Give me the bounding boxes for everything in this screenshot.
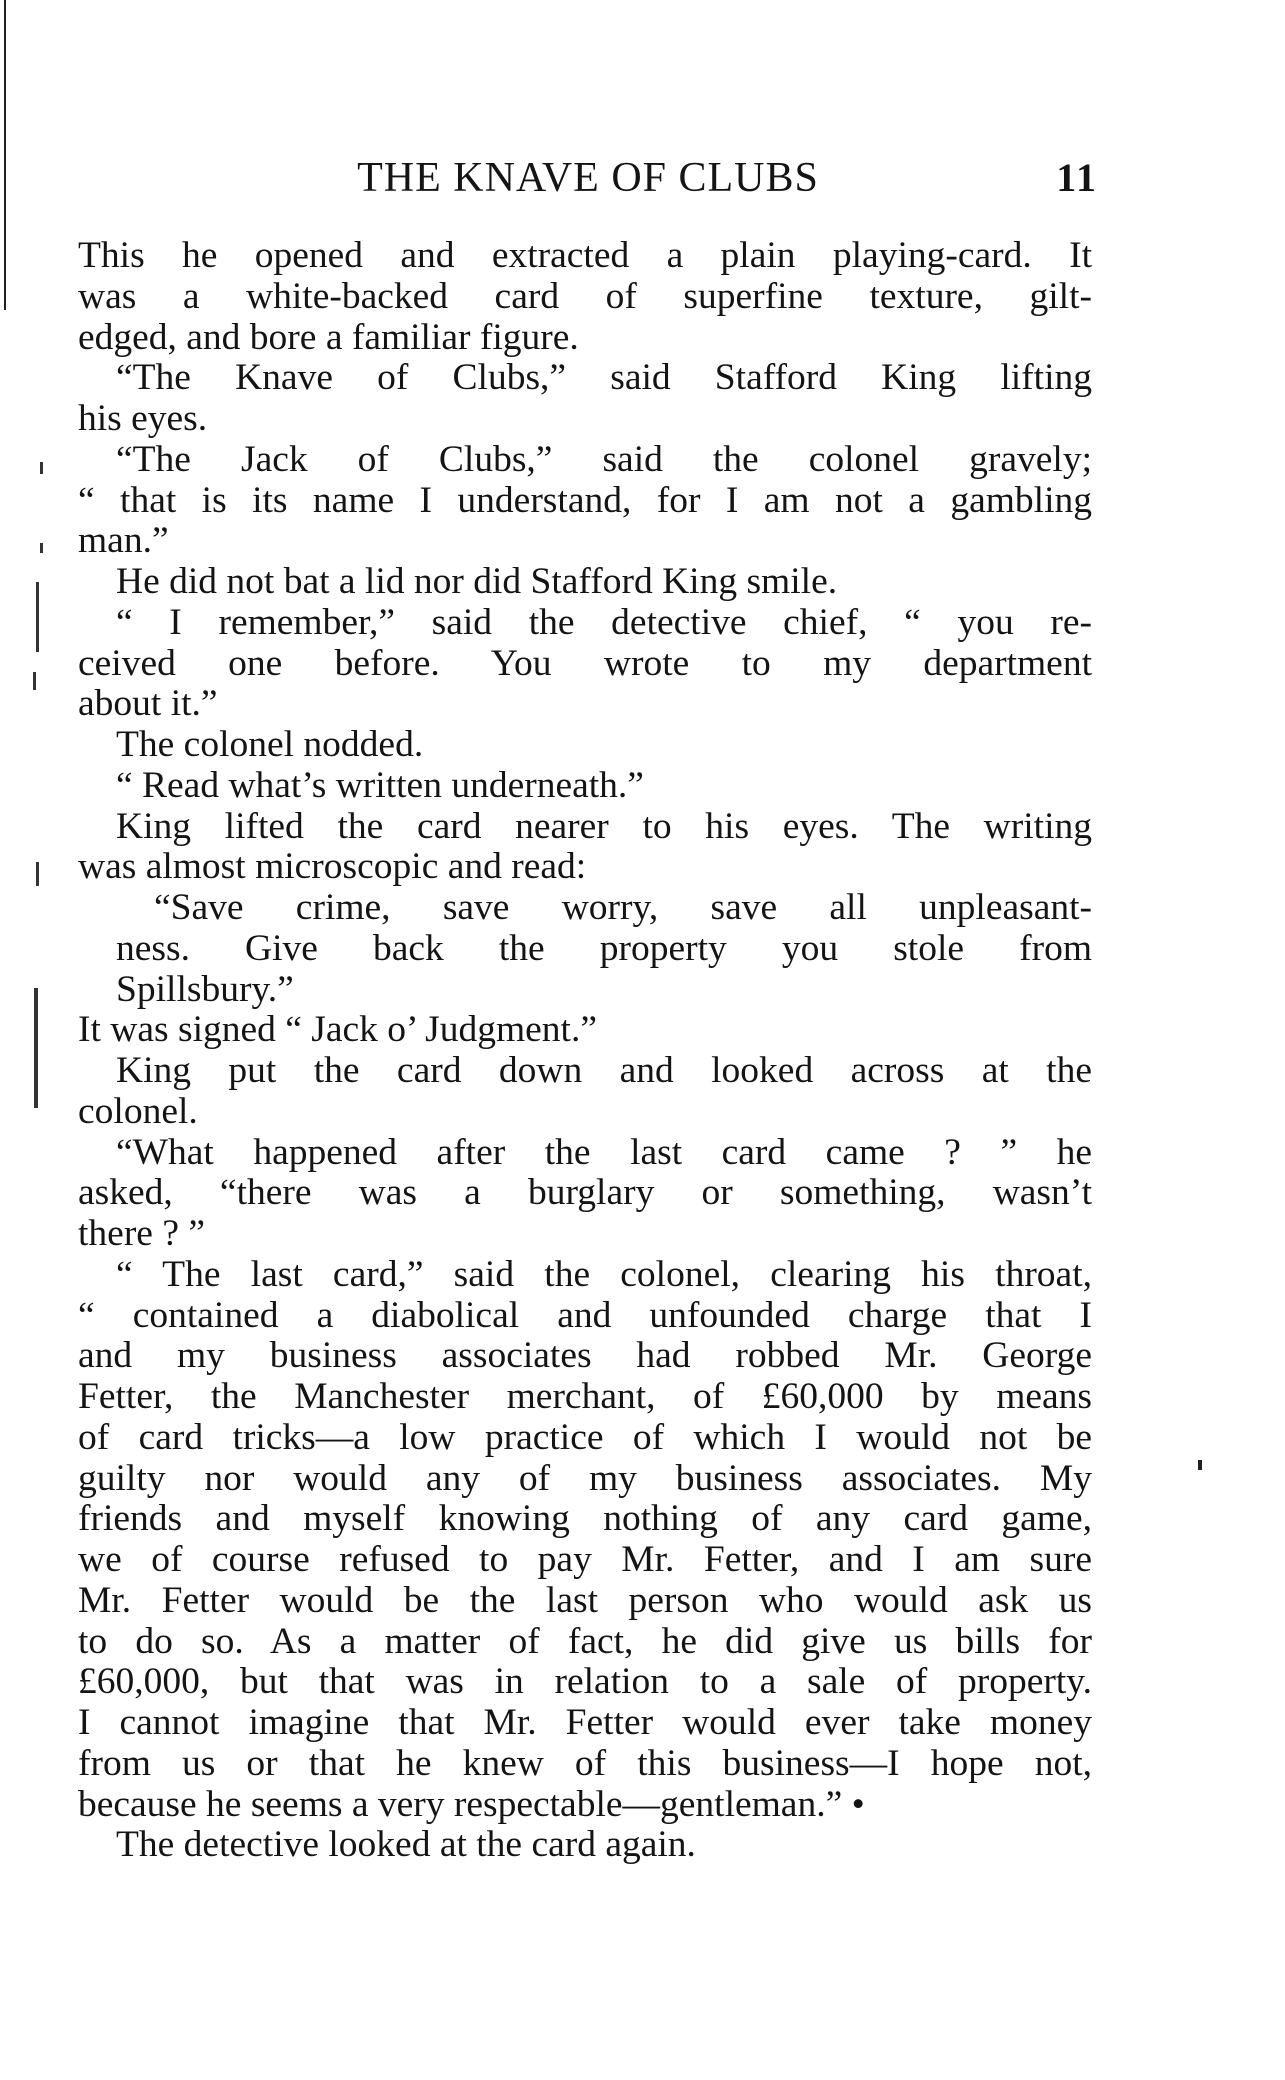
text-line: “ Read what’s written underneath.” [116, 764, 644, 806]
text-line: asked, “there was a burglary or something, wasn’t [78, 1172, 1092, 1214]
text-line: £60,000, but that was in relation to a sale of property. [78, 1661, 1092, 1703]
text-line: “ that is its name I understand, for I am not a gambling [78, 479, 1092, 521]
text-line: we of course refused to pay Mr. Fetter, and I am sure [78, 1539, 1092, 1580]
text-line: colonel. [78, 1090, 198, 1132]
running-title: THE KNAVE OF CLUBS [357, 155, 819, 201]
text-line: there ? ” [78, 1213, 205, 1254]
text-line: The detective looked at the card again. [116, 1824, 696, 1866]
text-line: ceived one before. You wrote to my department [78, 642, 1092, 684]
text-line: King lifted the card nearer to his eyes. The writing [116, 805, 1092, 847]
text-line: edged, and bore a familiar figure. [78, 316, 579, 358]
margin-mark [40, 543, 43, 553]
text-line: “ contained a diabolical and unfounded charge that I [78, 1294, 1092, 1336]
text-line: friends and myself knowing nothing of any card game, [78, 1498, 1092, 1540]
margin-mark [40, 462, 43, 474]
text-line: King put the card down and looked across at the [116, 1050, 1092, 1091]
text-line: was almost microscopic and read: [78, 846, 587, 888]
text-line: his eyes. [78, 398, 208, 439]
stray-dot [1198, 1460, 1202, 1470]
quoted-line: “Save crime, save worry, save all unpleasant- [154, 887, 1092, 928]
body-text [78, 236, 1092, 1866]
text-line: because he seems a very respectable—gentleman.” • [78, 1783, 865, 1825]
margin-mark [34, 988, 38, 1108]
text-line: guilty nor would any of my business associates. My [78, 1457, 1092, 1499]
quoted-line: ness. Give back the property you stole from [116, 927, 1092, 969]
text-line: was a white-backed card of superfine texture, gilt- [78, 275, 1092, 317]
text-line: “ The last card,” said the colonel, clearing his throat, [116, 1253, 1092, 1295]
text-line: of card tricks—a low practice of which I would not be [78, 1416, 1092, 1458]
text-line: Fetter, the Manchester merchant, of £60,000 by means [78, 1376, 1092, 1417]
text-line: and my business associates had robbed Mr. George [78, 1335, 1092, 1377]
text-line: I cannot imagine that Mr. Fetter would ever take money [78, 1702, 1092, 1743]
page-edge-rule [4, 0, 6, 310]
page-header [78, 148, 1098, 208]
quoted-line: Spillsbury.” [116, 968, 294, 1010]
text-line: Mr. Fetter would be the last person who would ask us [78, 1579, 1092, 1621]
margin-mark [36, 862, 39, 886]
text-line: from us or that he knew of this business—I hope not, [78, 1742, 1092, 1784]
text-line: “The Jack of Clubs,” said the colonel gravely; [116, 438, 1092, 480]
text-line: “The Knave of Clubs,” said Stafford King lifting [116, 357, 1092, 399]
text-line: “What happened after the last card came ? ” he [116, 1131, 1092, 1173]
text-line: The colonel nodded. [116, 724, 424, 765]
text-line: to do so. As a matter of fact, he did give us bills for [78, 1620, 1092, 1662]
text-line: about it.” [78, 683, 218, 725]
text-line: It was signed “ Jack o’ Judgment.” [78, 1009, 597, 1051]
text-line: He did not bat a lid nor did Stafford King smile. [116, 561, 838, 602]
text-line: “ I remember,” said the detective chief, “ you re- [116, 601, 1092, 643]
page-number: 11 [1056, 155, 1098, 200]
text-line: This he opened and extracted a plain playing-card. It [78, 235, 1092, 276]
text-line: man.” [78, 520, 169, 562]
margin-mark [36, 582, 39, 652]
margin-mark [33, 672, 36, 690]
